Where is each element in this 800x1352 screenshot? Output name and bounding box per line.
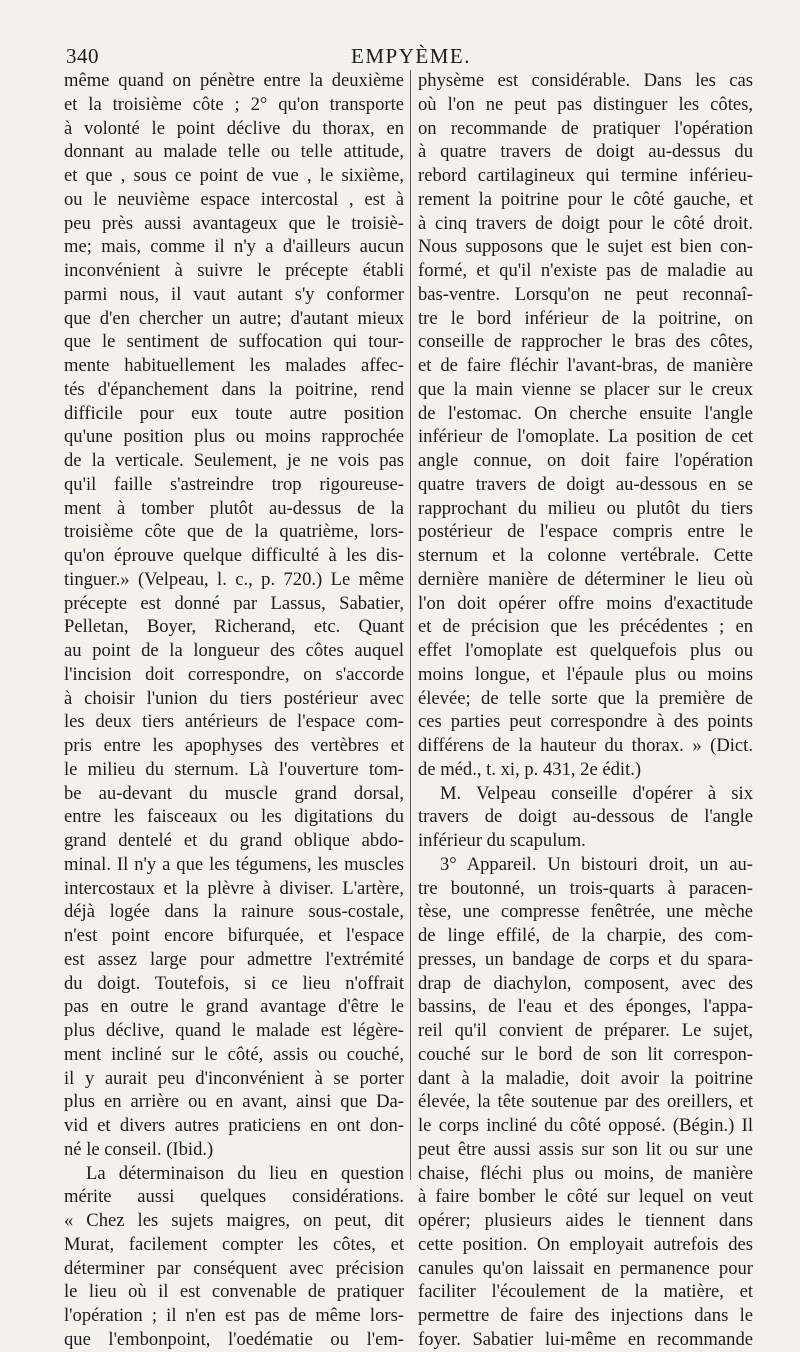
text-line: est assez large pour admettre l'extrémité [64, 948, 404, 970]
text-line: parmi nous, il vaut autant s'y conformer [64, 283, 404, 305]
text-line: tèse, une compresse fenêtrée, une mèche [418, 901, 753, 923]
text-line: vid et divers autres praticiens en ont don- [64, 1115, 404, 1136]
text-line: plus déclive, quand le malade est légère- [64, 1020, 404, 1041]
text-line: où l'on ne peut pas distinguer les côtes, [418, 93, 753, 115]
text-line: quatre travers de doigt au-dessous en se [418, 473, 753, 495]
text-line: né le conseil. (Ibid.) [64, 1138, 214, 1160]
page-number: 340 [66, 44, 99, 68]
text-line: 3° Appareil. Un bistouri droit, un au- [440, 853, 753, 875]
text-line: que d'en chercher un autre; d'autant mieux [64, 307, 404, 329]
text-line: Pelletan, Boyer, Richerand, etc. Quant [64, 616, 404, 638]
text-line: et de précision que les précédentes ; en [418, 616, 753, 638]
text-line: dernière manière de déterminer le lieu où [418, 568, 753, 590]
text-line: et de faire fléchir l'avant-bras, de manière [418, 355, 753, 376]
text-line: La déterminaison du lieu en question [86, 1162, 404, 1184]
text-line: à choisir l'union du tiers postérieur avec [64, 687, 404, 709]
text-line: que le sentiment de suffocation qui tour- [64, 331, 404, 353]
text-line: ces parties peut correspondre à des points [418, 711, 753, 733]
text-line: inférieur de l'omoplate. La position de cet [418, 426, 753, 448]
text-line: inconvénient à suivre le précepte établi [64, 260, 404, 281]
text-line: mérite aussi quelques considérations. [64, 1186, 404, 1208]
text-line: à quatre travers de doigt au-dessus du [418, 141, 753, 163]
text-line: troisième côte que de la quatrième, lors- [64, 521, 404, 543]
text-line: reil qu'il convient de préparer. Le sujet, [418, 1020, 753, 1041]
text-line: entre les faisceaux ou les digitations du [64, 806, 404, 828]
text-line: qu'on éprouve quelque difficulté à les dis- [64, 545, 404, 566]
text-line: du doigt. Toutefois, si ce lieu n'offrait [64, 972, 404, 994]
text-line: le corps incliné du côté opposé. (Bégin.) Il [418, 1115, 753, 1136]
text-line: le milieu du sternum. Là l'ouverture tom- [64, 758, 404, 780]
text-line: il y aurait peu d'inconvénient à se porter [64, 1067, 404, 1089]
text-line: effet l'omoplate est quelquefois plus ou [418, 640, 753, 661]
text-line: « Chez les sujets maigres, on peut, dit [64, 1210, 404, 1231]
text-line: les deux tiers antérieurs de l'espace com- [64, 711, 404, 733]
text-line: à volonté le point déclive du thorax, en [64, 117, 404, 139]
text-line: de la verticale. Seulement, je ne vois pas [64, 450, 404, 471]
text-line: opérer; plusieurs aides le tiennent dans [418, 1210, 753, 1231]
text-line: rebord cartilagineux qui termine inférieu- [418, 165, 753, 186]
text-line: difficile pour eux toute autre position [64, 402, 404, 424]
text-line: faciliter l'écoulement de la matière, et [418, 1281, 753, 1303]
text-line: à faire bomber le côté sur lequel on veut [418, 1186, 753, 1208]
text-line: à cinq travers de doigt pour le côté droit. [418, 212, 753, 234]
text-line: de méd., t. xi, p. 431, 2e édit.) [418, 758, 642, 780]
text-line: qu'il faille s'astreindre trop rigoureuse- [64, 473, 404, 495]
text-line: l'opération ; il n'en est pas de même lors- [64, 1305, 404, 1326]
text-line: physème est considérable. Dans les cas [418, 70, 753, 91]
text-line: tre le bord inférieur de la poitrine, on [418, 307, 753, 329]
text-line: qu'une position plus ou moins rapprochée [64, 426, 404, 448]
text-line: couché sur le bord de son lit correspon- [418, 1043, 753, 1065]
text-line: de linge effilé, de la charpie, des com- [418, 925, 753, 946]
text-line: n'est point encore bifurquée, et l'espace [64, 925, 404, 946]
text-line: travers de doigt au-dessous de l'angle [418, 806, 753, 828]
text-line: foyer. Sabatier lui-même en recommande [418, 1328, 753, 1350]
text-line: Nous supposons que le sujet est bien con- [418, 236, 753, 258]
left-text-column [64, 69, 404, 1352]
text-line: déjà logée dans la rainure sous-costale, [64, 901, 404, 923]
text-line: déterminer par conséquent avec précision [64, 1257, 404, 1279]
text-line: rapprochant du milieu ou plutôt du tiers [418, 497, 753, 519]
text-line: chaise, fléchi plus ou moins, de manière [418, 1162, 753, 1184]
text-line: rement la poitrine pour le côté gauche, et [418, 188, 753, 210]
text-line: que l'embonpoint, l'oedématie ou l'em- [64, 1328, 404, 1350]
text-line: conseille de rapprocher le bras des côtes, [418, 331, 753, 353]
text-line: peu près aussi avantageux que le troisiè- [64, 212, 404, 234]
text-line: drap de diachylon, composent, avec des [418, 972, 753, 994]
text-line: l'on doit opérer offre moins d'exactitude [418, 592, 753, 614]
text-line: et la troisième côte ; 2° qu'on transporte [64, 93, 404, 115]
text-line: et que , sous ce point de vue , le sixième, [64, 165, 404, 186]
text-line: sternum et la colonne vertébrale. Cette [418, 545, 753, 566]
text-line: presses, un bandage de corps et du spara- [418, 948, 753, 970]
text-line: on recommande de pratiquer l'opération [418, 117, 753, 139]
text-line: pris entre les apophyses des vertèbres et [64, 735, 404, 756]
text-line: tinguer.» (Velpeau, l. c., p. 720.) Le même [64, 568, 404, 590]
text-line: moins longue, et l'épaule plus ou moins [418, 663, 753, 685]
text-line: différens de la hauteur du thorax. » (Dict. [418, 735, 753, 756]
text-line: élevée; de telle sorte que la première de [418, 687, 753, 709]
text-line: que la main vienne se placer sur le creux [418, 378, 753, 400]
text-line: inférieur du scapulum. [418, 830, 586, 851]
text-line: bas-ventre. Lorsqu'on ne peut reconnaî- [418, 283, 753, 305]
text-line: minal. Il n'y a que les tégumens, les muscles [64, 853, 404, 875]
text-line: précepte est donné par Lassus, Sabatier, [64, 592, 404, 614]
text-line: tés d'épanchement dans la poitrine, rend [64, 378, 404, 400]
text-line: cette position. On employait autrefois des [418, 1233, 753, 1255]
text-line: M. Velpeau conseille d'opérer à six [440, 782, 753, 804]
text-line: dant à la maladie, doit avoir la poitrine [418, 1067, 753, 1089]
text-line: angle connue, on doit faire l'opération [418, 450, 753, 471]
text-line: donnant au malade telle ou telle attitude, [64, 141, 404, 163]
text-line: intercostaux et la plèvre à diviser. L'artère, [64, 877, 404, 899]
text-line: formé, et qu'il n'existe pas de maladie au [418, 260, 753, 281]
text-line: au point de la longueur des côtes auquel [64, 640, 404, 661]
page-header [66, 44, 756, 70]
text-line: canules qu'on laissait en permanence pour [418, 1257, 753, 1279]
text-line: grand dentelé et du grand oblique abdo- [64, 830, 404, 851]
text-line: me; mais, comme il n'y a d'ailleurs aucun [64, 236, 404, 258]
text-line: l'incision doit correspondre, on s'accorde [64, 663, 404, 685]
right-text-column [418, 69, 753, 1352]
text-line: permettre de faire des injections dans le [418, 1305, 753, 1326]
text-line: ment à tomber plutôt au-dessus de la [64, 497, 404, 519]
text-line: le lieu où il est convenable de pratiquer [64, 1281, 404, 1303]
text-line: ment incliné sur le côté, assis ou couché, [64, 1043, 404, 1065]
text-line: peut être aussi assis sur son lit ou sur une [418, 1138, 753, 1160]
column-divider [410, 70, 411, 1180]
text-line: ou le neuvième espace intercostal , est à [64, 188, 404, 210]
text-line: même quand on pénètre entre la deuxième [64, 70, 404, 91]
running-title: EMPYÈME. [351, 44, 471, 68]
text-line: be au-devant du muscle grand dorsal, [64, 782, 404, 804]
text-line: bassins, de l'eau et des éponges, l'appa- [418, 996, 753, 1018]
text-line: plus en arrière ou en avant, ainsi que Da- [64, 1091, 404, 1113]
text-line: tre boutonné, un trois-quarts à paracen- [418, 877, 753, 899]
text-line: de l'estomac. On cherche ensuite l'angle [418, 402, 753, 424]
text-line: pas en outre le grand avantage d'être le [64, 996, 404, 1018]
text-line: mente habituellement les malades affec- [64, 355, 404, 376]
text-line: élevée, la tête soutenue par des oreillers, et [418, 1091, 753, 1113]
text-line: Murat, facilement compter les côtes, et [64, 1233, 404, 1255]
text-line: postérieur de l'espace compris entre le [418, 521, 753, 543]
